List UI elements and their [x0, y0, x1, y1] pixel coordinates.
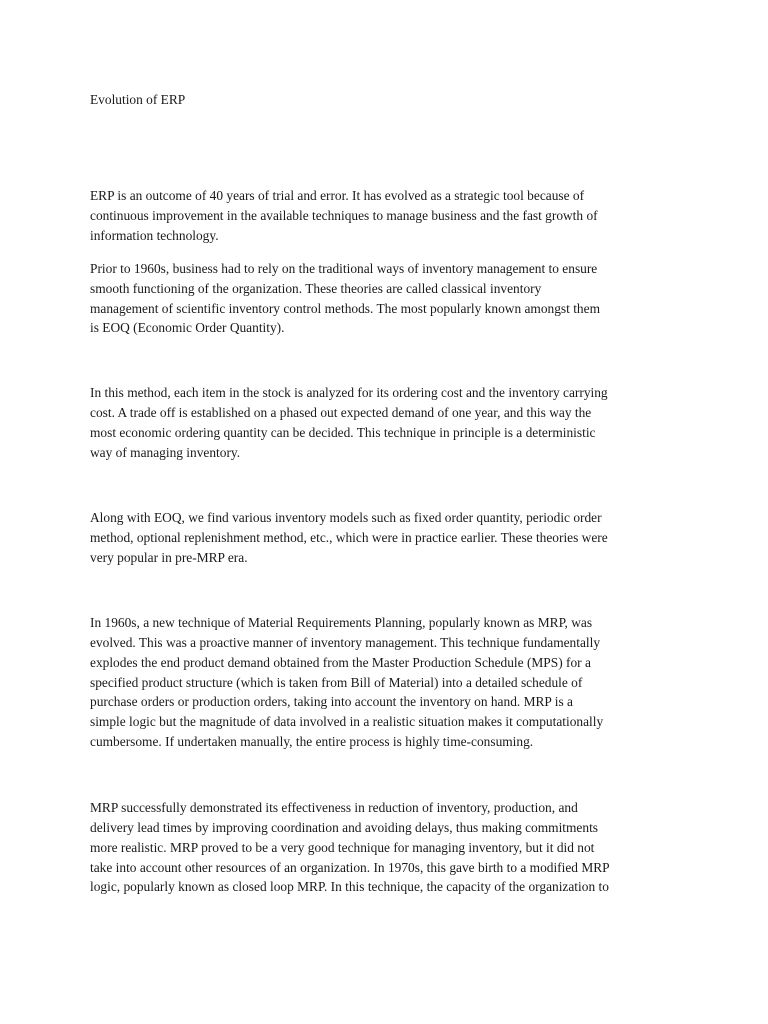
- paragraph-line: method, optional replenishment method, etc., which were in practice earlier. These theories were: [90, 530, 608, 545]
- paragraph-line: In this method, each item in the stock is analyzed for its ordering cost and the inventory carrying: [90, 385, 608, 400]
- paragraph-line: way of managing inventory.: [90, 445, 241, 460]
- paragraph-line: delivery lead times by improving coordination and avoiding delays, thus making commitments: [90, 820, 599, 835]
- paragraph-line: continuous improvement in the available techniques to manage business and the fast growth of: [90, 208, 598, 223]
- paragraph-line: management of scientific inventory control methods. The most popularly known amongst them: [90, 301, 600, 316]
- paragraph-line: information technology.: [90, 228, 219, 243]
- paragraph-line: In 1960s, a new technique of Material Requirements Planning, popularly known as MRP, was: [90, 615, 593, 630]
- document-title: Evolution of ERP: [90, 92, 186, 107]
- paragraph-line: simple logic but the magnitude of data involved in a realistic situation makes it computationally: [90, 714, 604, 729]
- paragraph-line: Prior to 1960s, business had to rely on the traditional ways of inventory management to ensure: [90, 261, 598, 276]
- paragraph-line: very popular in pre-MRP era.: [90, 550, 248, 565]
- paragraph-line: cumbersome. If undertaken manually, the entire process is highly time-consuming.: [90, 734, 534, 749]
- paragraph-line: cost. A trade off is established on a phased out expected demand of one year, and this way the: [90, 405, 592, 420]
- paragraph-line: explodes the end product demand obtained from the Master Production Schedule (MPS) for a: [90, 655, 591, 670]
- paragraph-line: MRP successfully demonstrated its effectiveness in reduction of inventory, production, and: [90, 800, 578, 815]
- paragraph-line: is EOQ (Economic Order Quantity).: [90, 320, 285, 335]
- paragraph-line: evolved. This was a proactive manner of inventory management. This technique fundamentally: [90, 635, 601, 650]
- paragraph-line: specified product structure (which is taken from Bill of Material) into a detailed schedule of: [90, 675, 583, 690]
- paragraph-line: Along with EOQ, we find various inventory models such as fixed order quantity, periodic order: [90, 510, 602, 525]
- paragraph-line: smooth functioning of the organization. These theories are called classical inventory: [90, 281, 542, 296]
- paragraph-line: purchase orders or production orders, taking into account the inventory on hand. MRP is a: [90, 694, 573, 709]
- paragraph-line: more realistic. MRP proved to be a very good technique for managing inventory, but it did not: [90, 840, 595, 855]
- paragraph-line: most economic ordering quantity can be decided. This technique in principle is a deterministic: [90, 425, 596, 440]
- paragraph-line: take into account other resources of an organization. In 1970s, this gave birth to a modified MRP: [90, 860, 610, 875]
- paragraph-line: logic, popularly known as closed loop MRP. In this technique, the capacity of the organization to: [90, 879, 609, 894]
- paragraph-line: ERP is an outcome of 40 years of trial and error. It has evolved as a strategic tool because of: [90, 188, 585, 203]
